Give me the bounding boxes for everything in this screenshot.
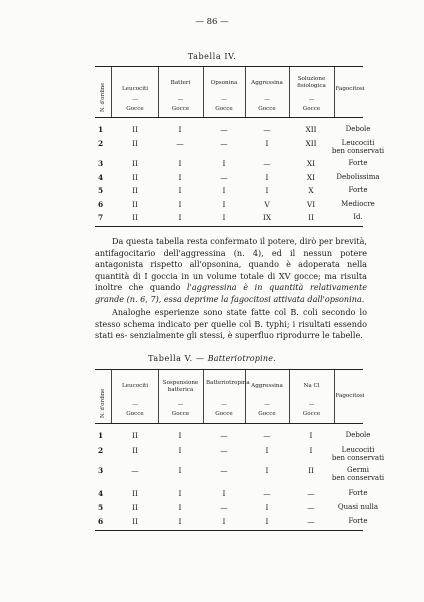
table5-cell: — bbox=[307, 517, 315, 526]
table4-cell: — bbox=[176, 139, 184, 148]
table4-fagocitosi-line: Leucociti bbox=[341, 139, 375, 147]
table4-dash: — bbox=[132, 97, 138, 103]
table5-row-number: 4 bbox=[98, 489, 104, 498]
table5-cell: I bbox=[309, 446, 313, 455]
table4-cell: I bbox=[178, 213, 182, 222]
table4-cell: — bbox=[220, 139, 228, 148]
table5-caption-main: Tabella V. — bbox=[148, 354, 205, 363]
table5-cell: I bbox=[178, 503, 182, 512]
table4-nordine-header: N. d'ordine bbox=[100, 82, 106, 112]
table5-dash: — bbox=[177, 402, 184, 408]
table5-cell: — bbox=[263, 431, 271, 440]
table5-fagocitosi-line: Quasi nulla bbox=[337, 503, 379, 511]
table4-fagocitosi bbox=[326, 213, 390, 221]
table5-col-header: Leucociti bbox=[121, 383, 149, 389]
table4-cell: VI bbox=[306, 200, 316, 209]
table4-top-rule bbox=[95, 66, 363, 67]
table4-cell: XII bbox=[305, 125, 317, 134]
table4-fagocitosi-line: Id. bbox=[353, 213, 363, 221]
paragraph-1 bbox=[95, 236, 367, 306]
table4-row-number: 5 bbox=[98, 186, 104, 195]
table4-fagocitosi-line: Debolissima bbox=[336, 173, 380, 181]
table5-fagocitosi bbox=[326, 503, 390, 511]
table4-dash: — bbox=[264, 97, 270, 103]
table4-row-number: 1 bbox=[98, 125, 104, 134]
table5-col-header: Sospensione batterica bbox=[162, 380, 199, 393]
table4-col-header: Fagocitosi bbox=[335, 86, 365, 92]
table5-dash: — bbox=[308, 402, 315, 408]
table5-fagocitosi bbox=[326, 517, 390, 525]
table4-cell: — bbox=[263, 159, 271, 168]
table5-dash: — bbox=[221, 402, 227, 408]
table4-cell: I bbox=[178, 186, 182, 195]
table5-nordine-header: N. d'ordine bbox=[100, 388, 106, 418]
table5-cell: — bbox=[131, 466, 139, 475]
table5-cell: — bbox=[220, 503, 228, 512]
table4-cell: I bbox=[222, 159, 226, 168]
table4-header-rule bbox=[95, 117, 363, 118]
table4-cell: — bbox=[220, 173, 228, 182]
table5-fagocitosi-line: ben conservati bbox=[331, 474, 385, 482]
table4-dash: — bbox=[177, 97, 184, 103]
table5-col-header: Na Cl bbox=[303, 383, 320, 389]
table4-cell: II bbox=[132, 159, 138, 168]
table4-dash: — bbox=[308, 97, 315, 103]
table5-cell: I bbox=[178, 446, 182, 455]
table5-fagocitosi-line: Debole bbox=[345, 431, 371, 439]
table5-cell: I bbox=[309, 431, 313, 440]
para2-line: schema indicato per quelle col B. typhi; i risultati essendo stati es- bbox=[95, 318, 367, 341]
table4-bottom-rule bbox=[95, 226, 363, 227]
table4-cell: II bbox=[132, 139, 138, 148]
table5-cell: I bbox=[265, 517, 269, 526]
table5-fagocitosi bbox=[326, 489, 390, 497]
table4-col-header: Batteri bbox=[170, 80, 191, 86]
table4-fagocitosi bbox=[326, 200, 390, 208]
para1-italic-line: fagocitosi attivata dall'opsonina. bbox=[231, 293, 365, 304]
table5-col-header: Batteriotropina bbox=[206, 380, 250, 386]
table4-cell: I bbox=[265, 139, 269, 148]
table4-fagocitosi bbox=[326, 125, 390, 133]
table4-row-number: 2 bbox=[98, 139, 104, 148]
table5-caption bbox=[0, 354, 424, 363]
table5-cell: I bbox=[178, 489, 182, 498]
table4-cell: II bbox=[308, 213, 314, 222]
table5-cell: I bbox=[178, 431, 182, 440]
table4-dash: — bbox=[221, 97, 227, 103]
table5-row-number: 1 bbox=[98, 431, 104, 440]
table5-cell: II bbox=[132, 446, 138, 455]
page-number: — 86 — bbox=[195, 17, 229, 27]
table4-unit: Gocce bbox=[126, 106, 144, 112]
table5-row-number: 3 bbox=[98, 466, 104, 475]
table4-cell: I bbox=[178, 173, 182, 182]
table5-cell: II bbox=[132, 489, 138, 498]
table5-cell: II bbox=[132, 503, 138, 512]
table5-cell: — bbox=[220, 466, 228, 475]
table4-cell: II bbox=[132, 200, 138, 209]
table5-header-rule bbox=[95, 423, 363, 424]
table4-row-number: 6 bbox=[98, 200, 104, 209]
table4-cell: II bbox=[132, 173, 138, 182]
table4-col-header: Soluzione fisiologica bbox=[297, 76, 326, 89]
para1-italic-line: l'aggressina è in quantità relativamente grande (n. 6, 7), essa deprime la bbox=[95, 282, 367, 304]
table4-cell: I bbox=[178, 125, 182, 134]
table4-unit: Gocce bbox=[171, 106, 190, 112]
table4-fagocitosi bbox=[326, 186, 390, 194]
para1-line: in un volume totale di XV gocce; ma risulta inoltre che quando bbox=[95, 270, 368, 293]
table5-fagocitosi-line: Forte bbox=[348, 489, 368, 497]
table5-cell: I bbox=[222, 489, 226, 498]
table4-fagocitosi bbox=[326, 159, 390, 167]
table4-fagocitosi-line: ben conservati bbox=[331, 147, 385, 155]
table4-cell: X bbox=[308, 186, 314, 195]
table5-fagocitosi bbox=[326, 446, 390, 462]
table4-cell: II bbox=[132, 186, 138, 195]
table4-caption: Tabella IV. bbox=[187, 52, 237, 61]
table4-fagocitosi-line: Forte bbox=[348, 186, 368, 194]
para2-line: Analoghe esperienze sono state fatte col B. coli secondo lo stesso bbox=[95, 307, 367, 329]
table4-cell: XI bbox=[306, 159, 316, 168]
table5-cell: I bbox=[265, 503, 269, 512]
para1-line: Da questa tabella resta confermato il potere, dirò per brevità, bbox=[112, 236, 367, 246]
table4-cell: I bbox=[222, 213, 226, 222]
table5-unit: Gocce bbox=[215, 411, 233, 417]
table4-cell: — bbox=[263, 125, 271, 134]
table5-dash: — bbox=[132, 402, 138, 408]
table5-cell: I bbox=[178, 517, 182, 526]
table5-cell: II bbox=[132, 431, 138, 440]
table4-cell: II bbox=[132, 125, 138, 134]
table4-cell: — bbox=[220, 125, 228, 134]
table4-cell: I bbox=[265, 173, 269, 182]
table4-fagocitosi bbox=[326, 173, 390, 181]
table4-cell: V bbox=[264, 200, 270, 209]
table4-unit: Gocce bbox=[302, 106, 321, 112]
table5-row-number: 2 bbox=[98, 446, 104, 455]
table5-top-rule bbox=[95, 369, 363, 370]
para2-line: senzialmente gli stessi, è superfluo riprodurre le tabelle. bbox=[129, 330, 363, 341]
table5-cell: I bbox=[265, 466, 269, 475]
table4-unit: Gocce bbox=[258, 106, 276, 112]
table5-unit: Gocce bbox=[171, 411, 190, 417]
table5-cell: II bbox=[308, 466, 314, 475]
table5-fagocitosi-line: ben conservati bbox=[331, 454, 385, 462]
table5-fagocitosi-line: Germi bbox=[347, 466, 369, 474]
table4-row-number: 4 bbox=[98, 173, 104, 182]
table4-cell: I bbox=[178, 200, 182, 209]
table4-col-header: Aggressina bbox=[251, 80, 283, 86]
table5-fagocitosi bbox=[326, 466, 390, 482]
table4-unit: Gocce bbox=[215, 106, 233, 112]
table5-row-number: 6 bbox=[98, 517, 104, 526]
table4-col-header: Leucociti bbox=[121, 86, 149, 92]
table5-dash: — bbox=[264, 402, 270, 408]
table5-cell: II bbox=[132, 517, 138, 526]
table5-cell: — bbox=[220, 446, 228, 455]
table4-row-number: 3 bbox=[98, 159, 104, 168]
table5-cell: I bbox=[265, 446, 269, 455]
table4-cell: I bbox=[265, 186, 269, 195]
table4-cell: I bbox=[178, 159, 182, 168]
table4-cell: XI bbox=[306, 173, 316, 182]
table5-cell: — bbox=[307, 503, 315, 512]
table5-col-header: Fagocitosi bbox=[335, 393, 365, 399]
table4-cell: I bbox=[222, 200, 226, 209]
table4-fagocitosi-line: Mediocre bbox=[341, 200, 375, 208]
table5-bottom-rule bbox=[95, 530, 363, 531]
table4-row-number: 7 bbox=[98, 213, 104, 222]
table5-cell: — bbox=[307, 489, 315, 498]
table5-row-number: 5 bbox=[98, 503, 104, 512]
table5-cell: — bbox=[263, 489, 271, 498]
table5-caption-italic: Batteriotropine. bbox=[207, 354, 276, 363]
table4-cell: II bbox=[132, 213, 138, 222]
paragraph-2 bbox=[95, 307, 367, 342]
table5-cell: — bbox=[220, 431, 228, 440]
table4-fagocitosi bbox=[326, 139, 390, 155]
table4-cell: IX bbox=[262, 213, 272, 222]
para1-line: rispetto all'opsonina, quando è adoperata nella quantità di I goccia bbox=[95, 259, 367, 281]
table5-unit: Gocce bbox=[258, 411, 276, 417]
table4-cell: XII bbox=[305, 139, 317, 148]
table5-fagocitosi-line: Leucociti bbox=[341, 446, 375, 454]
table4-fagocitosi-line: Forte bbox=[348, 159, 368, 167]
table5-unit: Gocce bbox=[302, 411, 321, 417]
table5-fagocitosi bbox=[326, 431, 390, 439]
table5-unit: Gocce bbox=[126, 411, 144, 417]
table5-col-header: Aggressina bbox=[251, 383, 283, 389]
para1-line: antifagocitario dell'aggressina (n. 4), ed il nessun potere antagonista bbox=[95, 247, 367, 270]
table4-fagocitosi-line: Debole bbox=[345, 125, 371, 133]
table5-cell: I bbox=[222, 517, 226, 526]
table4-col-header: Opsonina bbox=[210, 80, 238, 86]
table5-cell: I bbox=[178, 466, 182, 475]
table5-fagocitosi-line: Forte bbox=[348, 517, 368, 525]
table4-cell: I bbox=[222, 186, 226, 195]
